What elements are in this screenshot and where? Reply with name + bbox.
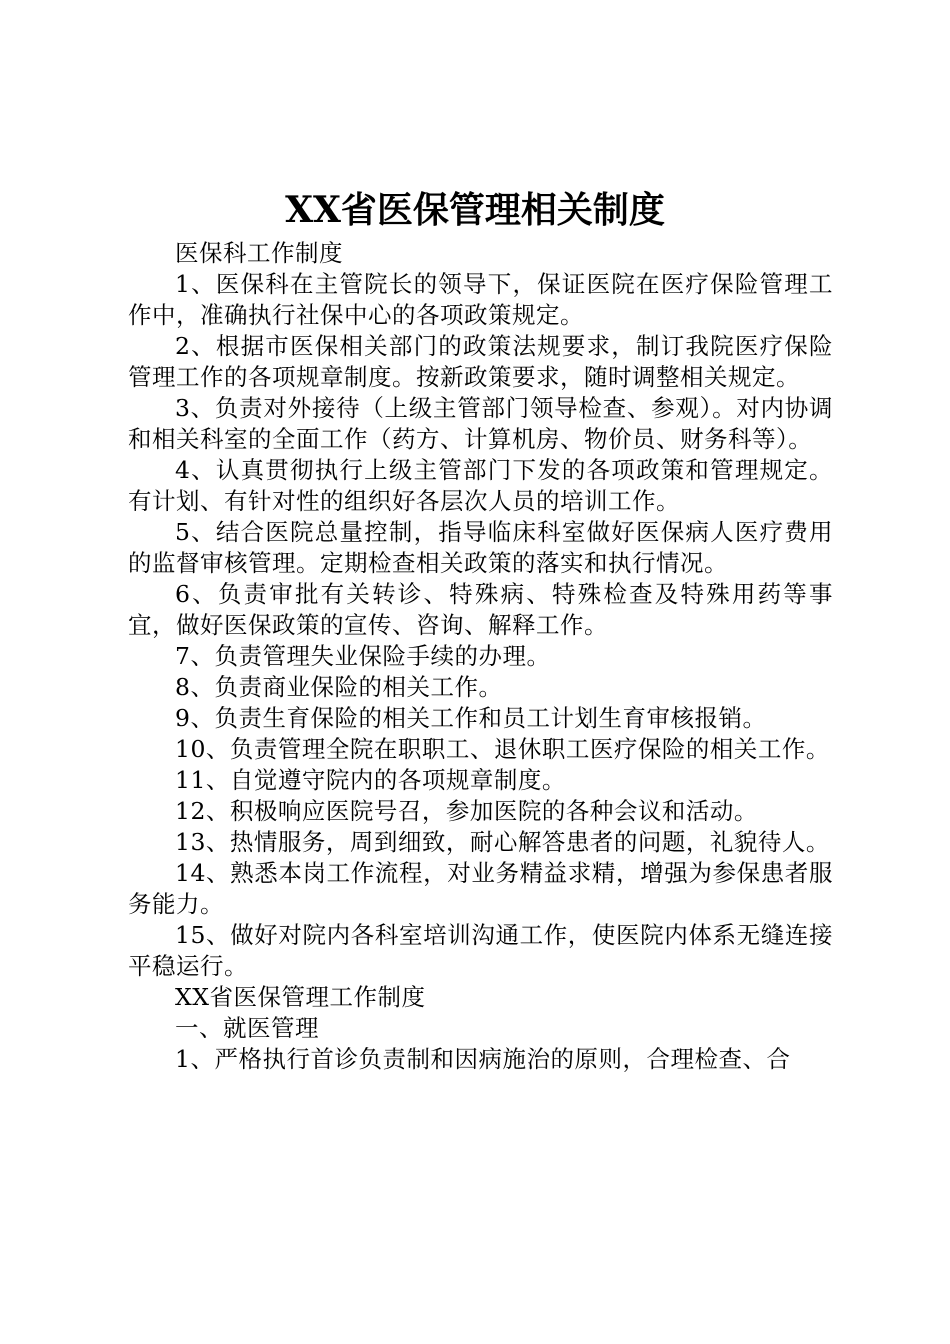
- paragraph: 6、负责审批有关转诊、特殊病、特殊检查及特殊用药等事宜，做好医保政策的宣传、咨询、解释工作。: [128, 580, 833, 639]
- section-heading: 医保科工作制度: [175, 239, 343, 267]
- paragraph: 4、认真贯彻执行上级主管部门下发的各项政策和管理规定。有计划、有针对性的组织好各层次人员的培训工作。: [128, 456, 833, 515]
- document-body: [128, 238, 833, 1075]
- paragraph: 13、热情服务，周到细致，耐心解答患者的问题，礼貌待人。: [175, 828, 830, 856]
- paragraph: 12、积极响应医院号召，参加医院的各种会议和活动。: [175, 797, 758, 825]
- paragraph: 5、结合医院总量控制，指导临床科室做好医保病人医疗费用的监督审核管理。定期检查相关政策的落实和执行情况。: [128, 518, 833, 577]
- paragraph: 1、医保科在主管院长的领导下，保证医院在医疗保险管理工作中，准确执行社保中心的各项政策规定。: [128, 270, 833, 329]
- paragraph: 8、负责商业保险的相关工作。: [175, 673, 503, 701]
- paragraph: 2、根据市医保相关部门的政策法规要求，制订我院医疗保险管理工作的各项规章制度。按新政策要求，随时调整相关规定。: [128, 332, 833, 391]
- paragraph: 1、严格执行首诊负责制和因病施治的原则，合理检查、合: [175, 1045, 791, 1073]
- paragraph: 14、熟悉本岗工作流程，对业务精益求精，增强为参保患者服务能力。: [128, 859, 833, 918]
- section-heading: XX省医保管理工作制度: [175, 983, 426, 1011]
- paragraph: 3、负责对外接待（上级主管部门领导检查、参观）。对内协调和相关科室的全面工作（药方、计算机房、物价员、财务科等）。: [128, 394, 833, 453]
- paragraph: 11、自觉遵守院内的各项规章制度。: [175, 766, 566, 794]
- subsection-heading: 一、就医管理: [175, 1014, 319, 1042]
- paragraph: 15、做好对院内各科室培训沟通工作，使医院内体系无缝连接平稳运行。: [128, 921, 833, 980]
- paragraph: 9、负责生育保险的相关工作和员工计划生育审核报销。: [175, 704, 767, 732]
- paragraph: 10、负责管理全院在职职工、退休职工医疗保险的相关工作。: [175, 735, 830, 763]
- document-title: XX省医保管理相关制度: [285, 189, 665, 231]
- paragraph: 7、负责管理失业保险手续的办理。: [175, 642, 551, 670]
